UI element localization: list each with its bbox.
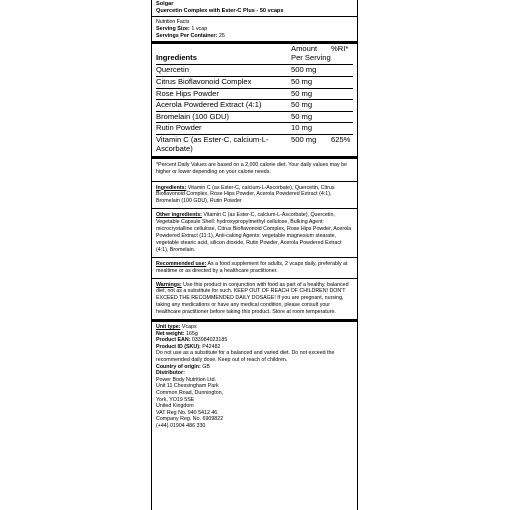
- id-label: Product ID (SKU):: [156, 343, 201, 350]
- distributor-line: Common Road, Dunnington,: [156, 389, 224, 396]
- disclaimer: Do not use as a substitute for a balanced and varied diet. Do not exceed the recommended daily dose. Keep out of reach of children.: [156, 350, 335, 363]
- recommended-use-text: As a food supplement for adults, 2 vcaps daily, preferably at mealtime or as directed by a healthcare practitioner.: [156, 260, 348, 274]
- ingredient-amount: 500 mg: [291, 134, 331, 154]
- distributor-line: United Kingdom: [156, 403, 194, 410]
- ingredient-name: Bromelain (100 GDU): [156, 111, 291, 123]
- product-title: Quercetin Complex with Ester-C Plus - 50 vcaps: [156, 8, 284, 14]
- warnings-text: Use this product in conjunction with food as part of a healthy, balanced diet, not as a substitute for such. KEEP OUT OF REACH OF CHILDREN! DON'T EXCEED THE RECOMMENDED DAILY DOSAGE! If you are pregnant, nursing, taking any medications or have any medical condition, please consult your healthcare practitioner before taking this product. Store at room temperature.: [156, 281, 349, 316]
- distributor-line: VAT Reg No. 940 5412 46: [156, 409, 218, 416]
- other-ingredients-text: Vitamin C (as Ester-C, calcium-L-Ascorbate), Quercetin, Vegetable Capsule Shell: hydroxypropylmethyl cellulose, Bulking Agent: microcrystalline cellulose, Citrus Bioflavonoid Complex, Rose Hips Powder, Acerola Powdered Extract (11:1), Anti-caking Agents: vegetable magnesium stearate, vegetable stearic acid, silicon dioxide, Rutin Powder, Acerola Powdered Extract (4:1), Bromelain.: [156, 212, 352, 253]
- ingredient-amount: 500 mg: [291, 65, 331, 77]
- ingredient-amount: 10 mg: [291, 123, 331, 135]
- col-amount-header: Amount Per Serving: [291, 44, 331, 62]
- facts-title: Nutrition Facts: [156, 19, 190, 25]
- ingredient-amount: 50 mg: [291, 111, 331, 123]
- origin-label: Country of origin:: [156, 363, 201, 370]
- table-row: [156, 88, 353, 100]
- thick-divider: [152, 319, 357, 322]
- ingredient-name: Rose Hips Powder: [156, 88, 291, 100]
- servings-value: 25: [218, 32, 225, 39]
- ingredients-paragraph: [156, 185, 353, 206]
- id-value: P42482: [200, 343, 221, 350]
- serving-size: [156, 26, 353, 33]
- unit-type-label: Unit type:: [156, 324, 181, 331]
- divider: [152, 208, 357, 209]
- ingredient-ri: [331, 65, 353, 77]
- net-weight-value: 165g: [184, 330, 198, 337]
- warnings-paragraph: [156, 282, 353, 317]
- divider: [152, 278, 357, 279]
- ingredient-amount: 50 mg: [291, 76, 331, 88]
- table-row: [156, 134, 353, 154]
- product-id: [156, 344, 353, 351]
- table-header: [156, 44, 353, 65]
- daily-value-footnote: *Percent Daily Values are based on a 2,000 calorie diet. Your daily values may be higher or lower depending on your calorie needs.: [156, 162, 348, 176]
- recommended-use-label: Recommended use:: [156, 260, 207, 267]
- nutrition-table: [156, 44, 353, 154]
- ingredient-ri: 625%: [331, 134, 353, 154]
- ingredient-name: Vitamin C (as Ester-C, calcium-L-Ascorbate): [156, 134, 291, 154]
- ingredient-ri: [331, 123, 353, 135]
- distributor-line: (+44) 01904 486 330: [156, 422, 206, 429]
- product-ean: [156, 337, 353, 344]
- thick-divider: [152, 156, 357, 159]
- col-ingredients-header: Ingredients: [156, 52, 197, 62]
- ean-value: 033984023185: [190, 337, 228, 344]
- ingredient-name: Acerola Powdered Extract (4:1): [156, 100, 291, 112]
- ingredient-name: Rutin Powder: [156, 123, 291, 135]
- ingredient-name: Quercetin: [156, 65, 291, 77]
- country-of-origin: [156, 364, 353, 371]
- table-row: [156, 123, 353, 135]
- warnings-label: Warnings:: [156, 281, 182, 288]
- ean-label: Product EAN:: [156, 337, 191, 344]
- table-row: [156, 100, 353, 112]
- distributor-line: Company Reg. No. 6909822: [156, 416, 224, 423]
- servings-label: Servings Per Container:: [156, 32, 218, 39]
- ingredients-text: Vitamin C (as Ester-C, calcium-L-Ascorbate), Quercetin, Citrus Bioflavonoid Complex, Rose Hips Powder, Acerola Powdered Extract (4:1), Bromelain (100 GDU), Rutin Powder: [156, 184, 335, 205]
- ingredients-label: Ingredients:: [156, 184, 187, 191]
- serving-size-label: Serving Size:: [156, 26, 190, 32]
- nutrition-label-panel: [151, 0, 358, 510]
- unit-type: [156, 324, 353, 331]
- ingredient-amount: 50 mg: [291, 88, 331, 100]
- recommended-use-paragraph: [156, 261, 353, 275]
- distributor-line: Power Body Nutrition Ltd.: [156, 376, 217, 383]
- origin-value: GB: [200, 363, 210, 370]
- unit-type-value: Vcaps: [180, 324, 197, 331]
- divider: [152, 257, 357, 258]
- other-ingredients-label: Other ingredients:: [156, 212, 202, 219]
- ingredient-ri: [331, 111, 353, 123]
- col-ri-header: %RI*: [331, 44, 349, 54]
- serving-size-value: 1 vcap: [191, 26, 208, 32]
- distributor-line: Unit 11 Chessingham Park: [156, 383, 219, 390]
- distributor-line: York, YO19 5SE: [156, 396, 195, 403]
- net-weight: [156, 331, 353, 338]
- divider: [152, 16, 357, 17]
- ingredient-amount: 50 mg: [291, 100, 331, 112]
- table-row: [156, 65, 353, 77]
- ingredient-ri: [331, 76, 353, 88]
- other-ingredients-paragraph: [156, 212, 353, 253]
- net-weight-label: Net weight:: [156, 330, 185, 337]
- ingredient-ri: [331, 88, 353, 100]
- servings-per-container: [156, 33, 353, 40]
- ingredient-ri: [331, 100, 353, 112]
- distributor-label: Distributor:: [156, 370, 185, 377]
- product-meta: [156, 324, 353, 430]
- divider: [152, 181, 357, 182]
- ingredient-name: Citrus Bioflavonoid Complex: [156, 76, 291, 88]
- brand-name: Solgar: [156, 1, 174, 7]
- table-row: [156, 76, 353, 88]
- table-row: [156, 111, 353, 123]
